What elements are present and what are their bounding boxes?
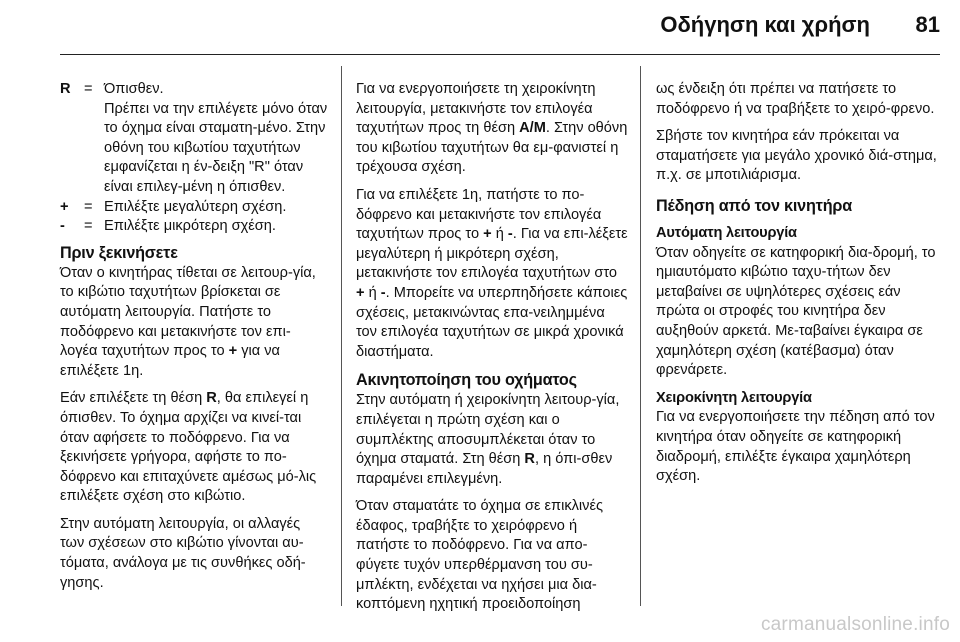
- text-run: Εάν επιλέξετε τη θέση: [60, 390, 207, 407]
- definition-equals: =: [84, 81, 93, 97]
- paragraph: Όταν οδηγείτε σε κατηφορική δια-δρομή, το ημιαυτόματο κιβώτιο ταχυ-τήτων δεν μεταβαίνει σε υψηλότερες σχέσεις εάν πρώτα οι στροφές του κινητήρα δεν αυξηθούν αρκετά. Με-ταβαίνει έγκαιρα σε χαμηλότερη σχέση (κατέβασμα) όταν φρενάρετε.: [656, 244, 936, 379]
- text-run: Στην αυτόματη ή χειροκίνητη λειτουρ-γία, επιλέγεται η πρώτη σχέση και ο συμπλέκτης αποσυμπλέκεται όταν το όχημα σταματά. Στη θέση: [356, 392, 620, 468]
- definition-text: Επιλέξτε μεγαλύτερη σχέση.: [104, 198, 287, 215]
- page-title: Οδήγηση και χρήση: [660, 12, 870, 37]
- definition-reverse-note: Πρέπει να την επιλέγετε μόνο όταν το όχημα είναι σταματη-μένο. Στην οθόνη του κιβωτίου ταχυτήτων εμφανίζεται η έν-δειξη "R" όταν είναι επιλεγ-μένη η όπισθεν.: [104, 100, 328, 195]
- text-run: , θα επιλεγεί η όπισθεν. Το όχημα αρχίζει να κινεί-ται όταν αφήσετε το ποδόφρενο. Για να ξεκινήσετε γρήγορα, αφήστε το πο-δόφρενο και επιταχύνετε αμέσως μό-λις επιλέξετε σχέση στο κιβώτιο.: [60, 390, 317, 505]
- page-header: [0, 0, 960, 62]
- column-3: [656, 80, 938, 495]
- definition-key: R: [60, 81, 71, 97]
- bold-run: +: [483, 226, 492, 243]
- bold-run: +: [356, 284, 365, 301]
- definition-text: Όπισθεν.: [104, 81, 164, 97]
- text-run: . Στην οθόνη του κιβωτίου ταχυτήτων θα εμ-φανιστεί η τρέχουσα σχέση.: [356, 120, 628, 176]
- text-run: Για να επιλέξετε 1η, πατήστε το πο-δόφρενο και μετακινήστε τον επιλογέα ταχυτήτων προς το: [356, 186, 602, 243]
- text-run: . Μπορείτε να υπερπηδήσετε κάποιες σχέσεις, μετακινώντας επα-νειλημμένα τον επιλογέα ταχυτήτων σε μικρά χρονικά διαστήματα.: [356, 284, 628, 360]
- paragraph: Όταν σταματάτε το όχημα σε επικλινές έδαφος, τραβήξτε το χειρόφρενο ή πατήστε το ποδόφρενο. Για να απο-φύγετε τυχόν υπερθέρμανση του συ-μπλέκτη, ενδέχεται να ηχήσει μια δια-κοπτόμενη ηχητική προειδοποίηση: [356, 498, 604, 613]
- definition-key: -: [60, 218, 65, 235]
- paragraph: [60, 389, 328, 507]
- bold-run: R: [524, 451, 535, 468]
- bold-run: A/M: [519, 120, 546, 137]
- bold-run: -: [507, 226, 513, 243]
- subheading-automatic-mode: Αυτόματη λειτουργία: [656, 224, 797, 241]
- paragraph: Στην αυτόματη λειτουργία, οι αλλαγές των σχέσεων στο κιβώτιο γίνονται αυ-τόματα, ανάλογα με τις συνθήκες οδή-γησης.: [60, 515, 306, 591]
- definition-equals: =: [84, 218, 93, 235]
- subheading-manual-mode: Χειροκίνητη λειτουργία: [656, 389, 812, 406]
- header-divider: [60, 54, 940, 55]
- paragraph: [356, 186, 628, 362]
- definition-text: Επιλέξτε μικρότερη σχέση.: [104, 218, 276, 235]
- text-run: ή: [364, 284, 381, 301]
- text-run: ή: [491, 226, 508, 243]
- bold-run: +: [228, 343, 238, 360]
- paragraph: [60, 264, 328, 382]
- paragraph: Σβήστε τον κινητήρα εάν πρόκειται να σταματήσετε για μεγάλο χρονικό διά-στημα, π.χ. σε μποτιλιάρισμα.: [656, 128, 937, 184]
- text-run: Για να ενεργοποιήσετε τη χειροκίνητη λειτουργία, μετακινήστε τον επιλογέα ταχυτήτων προς τη θέση: [356, 81, 596, 137]
- page-number: 81: [915, 12, 940, 37]
- definition-downshift: [60, 217, 328, 237]
- column-divider-1: [341, 66, 342, 606]
- watermark: carmanualsonline.info: [760, 614, 950, 635]
- bold-run: R: [206, 390, 217, 407]
- paragraph: [356, 391, 628, 489]
- text-run: για να επιλέξετε 1η.: [60, 343, 280, 379]
- definition-equals: =: [84, 198, 93, 215]
- column-divider-2: [640, 66, 641, 606]
- column-2: [356, 80, 628, 623]
- text-run: Όταν ο κινητήρας τίθεται σε λειτουρ-γία, το κιβώτιο ταχυτήτων βρίσκεται σε αυτόματη λειτουργία. Πατήστε το ποδόφρενο και μετακινήστε τον επι-λογέα ταχυτήτων προς το: [60, 264, 316, 360]
- paragraph: ως ένδειξη ότι πρέπει να πατήσετε το ποδόφρενο ή να τραβήξετε το χειρό-φρενο.: [656, 81, 935, 117]
- paragraph: Για να ενεργοποιήσετε την πέδηση από τον κινητήρα όταν οδηγείτε σε κατηφορική διαδρομή, επιλέξτε έγκαιρα χαμηλότερη σχέση.: [656, 409, 935, 485]
- section-heading-engine-braking: Πέδηση από τον κινητήρα: [656, 196, 852, 215]
- column-1: [60, 80, 328, 601]
- text-run: , η όπι-σθεν παραμένει επιλεγμένη.: [356, 451, 613, 487]
- definition-upshift: [60, 198, 328, 218]
- definition-reverse: [60, 80, 328, 100]
- section-heading-before-starting: Πριν ξεκινήσετε: [60, 243, 178, 262]
- paragraph: [356, 80, 628, 178]
- section-heading-immobilizing: Ακινητοποίηση του οχήματος: [356, 371, 577, 390]
- bold-run: -: [380, 284, 386, 301]
- text-run: . Για να επι-λέξετε μεγαλύτερη ή μικρότερη σχέση, μετακινήστε τον επιλογέα ταχυτήτων στο: [356, 226, 628, 282]
- definition-key: +: [60, 198, 69, 215]
